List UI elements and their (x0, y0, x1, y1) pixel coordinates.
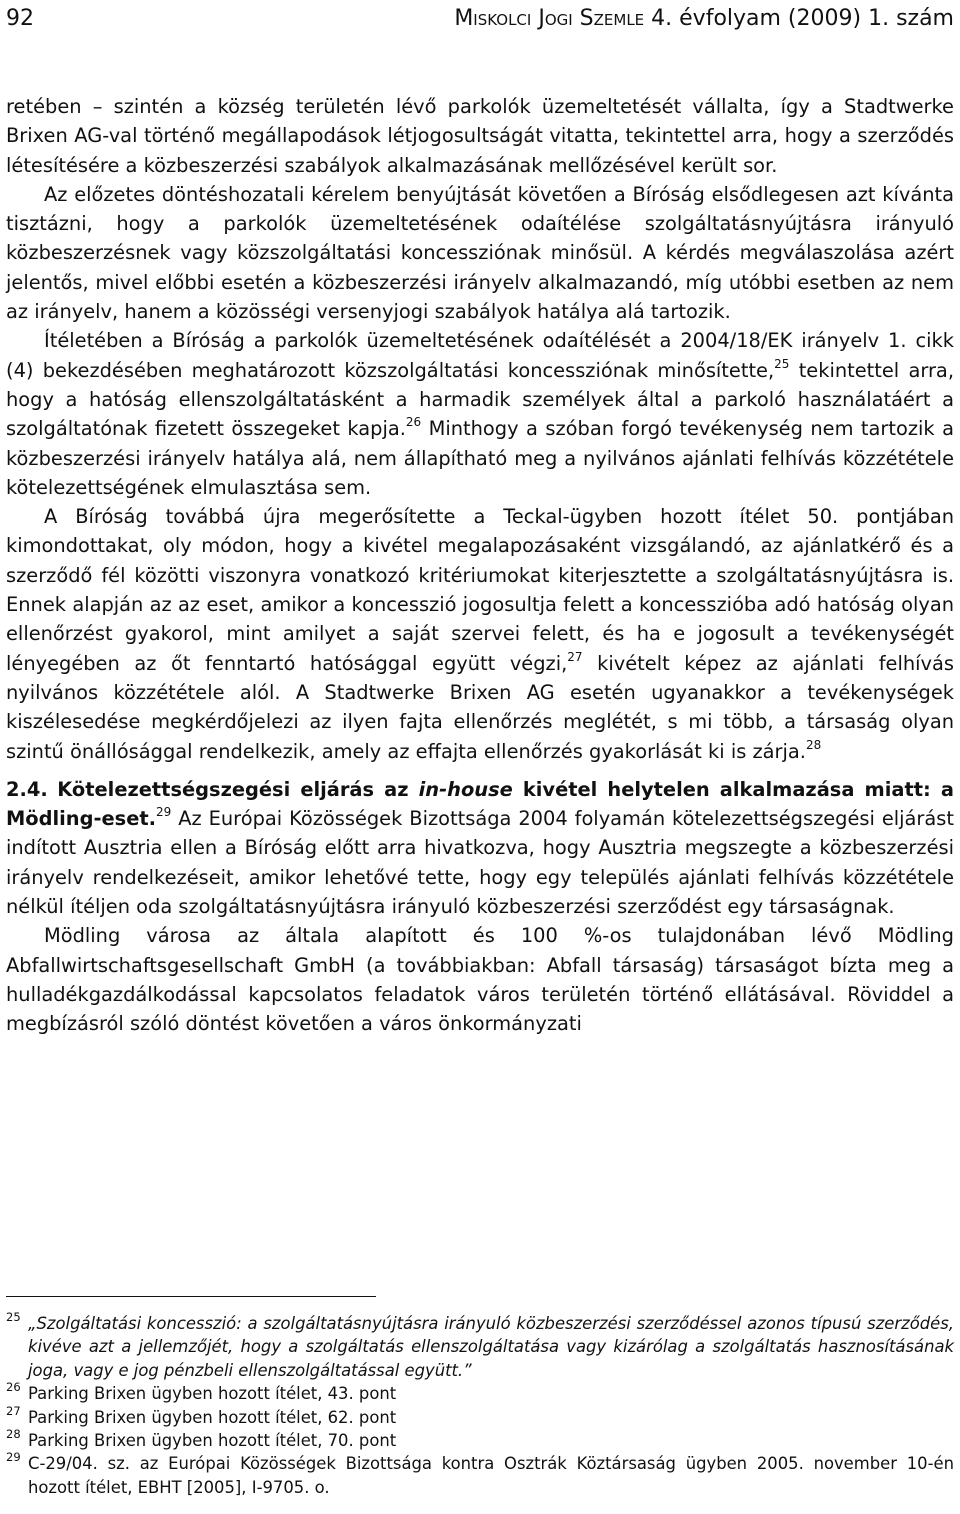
footnote-divider (6, 1296, 376, 1297)
paragraph: Mödling városa az általa alapított és 100 %-os tulajdonában lévő Mödling Abfallwirtschaftsgesellschaft GmbH (a továbbiakban: Abfall társaság) társaságot bízta meg a hulladékgazdálkodással kapcsolatos feladatok város területén történő ellátásával. Röviddel a megbízásról szóló döntést követően a város önkormányzati (6, 924, 954, 1036)
paragraph (6, 502, 954, 766)
footnote-text: Parking Brixen ügyben hozott ítélet, 62. pont (28, 1407, 397, 1427)
footnote (6, 1382, 954, 1405)
footnote-number: 25 (6, 1310, 21, 1324)
page-number: 92 (6, 6, 34, 31)
journal-issue: 4. évfolyam (2009) 1. szám (651, 6, 954, 31)
footnote (6, 1403, 954, 1429)
heading-text-part: Kötelezettségszegési eljárás az (57, 777, 419, 801)
paragraph-text: kivételt képez az ajánlati felhívás nyilvános közzététele alól. A Stadtwerke Brixen AG esetén ugyanakkor a tevékenységek kiszélesedése megkérdőjelezi az ilyen fajta ellenőrzés meglétét, s mi több, a társaság olyan szintű önállósággal rendelkezik, amely az effajta ellenőrzés gyakorlását ki is zárja. (6, 651, 954, 763)
heading-text-italic: in-house (418, 777, 513, 801)
footnote (6, 1429, 954, 1452)
main-text (6, 92, 954, 1039)
footnote-text: Parking Brixen ügyben hozott ítélet, 70. pont (28, 1431, 397, 1451)
footnote (6, 1312, 954, 1382)
footnote-number: 28 (6, 1427, 21, 1442)
heading-text-part: kivétel helytelen alkalmazása miatt: a Mödling-eset. (6, 777, 954, 831)
footnote-text: Parking Brixen ügyben hozott ítélet, 43. pont (28, 1384, 397, 1404)
running-header (6, 4, 954, 34)
paragraph-text: Minthogy a szóban forgó tevékenység nem tartozik a közbeszerzési irányelv hatálya alá, nem állapítható meg a nyilvános ajánlati felhívás közzététele kötelezettségének elmulasztása sem. (6, 417, 954, 499)
footnotes (6, 1312, 954, 1499)
footnote-number: 29 (6, 1450, 21, 1465)
footnote-number: 27 (6, 1403, 21, 1418)
footnote-ref[interactable]: 26 (405, 415, 422, 430)
paragraph: Az előzetes döntéshozatali kérelem benyújtását követően a Bíróság elsődlegesen azt kívánta tisztázni, hogy a parkolók üzemeltetésének odaítélése szolgáltatásnyújtásra irányuló közbeszerzésnek vagy közszolgáltatási koncessziónak minősül. A kérdés megválaszolása azért jelentős, mivel előbbi esetén a közbeszerzési irányelv alkalmazandó, míg utóbbi esetben az nem az irányelv, hanem a közösségi versenyjogi szabályok hatálya alá tartozik. (6, 182, 954, 324)
running-title (454, 4, 954, 34)
paragraph-text: tekintettel arra, hogy a hatóság ellenszolgáltatásként a harmadik személyek által a parkoló használatáért a szolgáltatónak fizetett összegeket kapja. (6, 358, 954, 441)
footnote-text: C-29/04. sz. az Európai Közösségek Bizottsága kontra Osztrák Köztársaság ügyben 2005. november 10-én hozott ítélet, EBHT [2005], I-9705. o. (28, 1454, 954, 1497)
footnote-ref[interactable]: 28 (805, 737, 822, 752)
paragraph-text: Az Európai Közösségek Bizottsága 2004 folyamán kötelezettségszegési eljárást indított Ausztria ellen a Bíróság előtt arra hivatkozva, hogy Ausztria megszegte a közbeszerzési irányelv rendelkezéseit, amikor lehetővé tette, hogy egy település ajánlati felhívás közzététele nélkül ítéljen oda szolgáltatásnyújtásra irányuló közbeszerzési szerződést egy társaságnak. (6, 807, 954, 919)
paragraph-text: Ítéletében a Bíróság a parkolók üzemeltetésének odaítélését a 2004/18/EK irányelv 1. cikk (4) bekezdésében meghatározott közszolgáltatási koncessziónak minősítette, (6, 329, 954, 382)
footnote-text: „Szolgáltatási koncesszió: a szolgáltatásnyújtásra irányuló közbeszerzési szerződéssel azonos típusú szerződés, kivéve azt a jellemzőjét, hogy a szolgáltatás ellenszolgáltatása vagy kizárólag a szolgáltatás hasznosításának joga, vagy e jog pénzbeli ellenszolgáltatással együtt.” (28, 1314, 954, 1380)
section-number: 2.4. (6, 777, 48, 801)
footnote-ref[interactable]: 29 (156, 805, 172, 820)
footnote-number: 26 (6, 1380, 21, 1395)
journal-name: Miskolci Jogi Szemle (454, 6, 645, 31)
paragraph: retében – szintén a község területén lévő parkolók üzemeltetését vállalta, így a Stadtwerke Brixen AG-val történő megállapodások létjogosultságát vitatta, tekintettel arra, hogy a szerződés létesítésére a közbeszerzési szabályok alkalmazásának mellőzésével került sor. (6, 95, 954, 177)
footnote (6, 1452, 954, 1499)
paragraph-text: A Bíróság továbbá újra megerősítette a Teckal-ügyben hozott ítélet 50. pontjában kimondottakat, oly módon, hogy a kivétel megalapozásaként vizsgálandó, az ajánlatkérő és a szerződő fél közötti viszonyra vonatkozó kritériumokat kiterjesztette a szolgáltatásnyújtásra is. Ennek alapján az az eset, amikor a koncesszió jogosultja felett a koncesszióba adó hatóság olyan ellenőrzést gyakorol, mint amilyet a saját szervei felett, és ha e jogosult a tevékenységét lényegében az őt fenntartó hatósággal együtt végzi, (6, 505, 954, 675)
section-paragraph (6, 775, 954, 921)
footnote-ref[interactable]: 27 (567, 649, 583, 664)
footnote-ref[interactable]: 25 (774, 356, 790, 371)
paragraph (6, 326, 954, 502)
